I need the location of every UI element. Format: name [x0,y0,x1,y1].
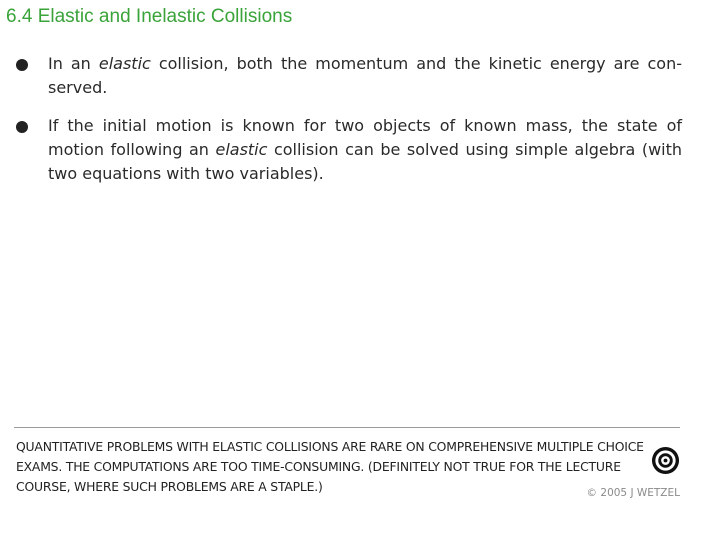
bullet-text [48,52,682,100]
copyright-text: © 2005 J WETZEL [586,487,680,499]
bullet-dot-icon [16,121,28,133]
footer-note-line: EXAMS. THE COMPUTATIONS ARE TOO TIME-CONSUMING. (DEFINITELY NOT TRUE FOR THE LECTURE [16,459,621,474]
slide-title: 6.4 Elastic and Inelastic Collisions [6,6,293,27]
footer-divider [14,427,680,428]
bullet-list [14,52,682,200]
bullet-item [14,114,682,186]
footer-note-line: QUANTITATIVE PROBLEMS WITH ELASTIC COLLISIONS ARE RARE ON COMPREHENSIVE MULTIPLE CHOICE [16,439,644,454]
bullet-dot-icon [16,59,28,71]
bullet-text [48,114,682,186]
target-icon [651,446,680,475]
bullet-text-before: If the initial motion is known for two objects of known mass, the state of motion following an [48,116,682,159]
bullet-text-emphasis: elastic [215,140,268,159]
bullet-text-after: collision, both the momentum and the kinetic energy are con-served. [48,54,682,97]
bullet-item [14,52,682,100]
bullet-text-after: collision can be solved using simple algebra (with two equations with two variables). [48,140,683,183]
bullet-text-before: In an [48,54,99,73]
bullet-text-emphasis: elastic [98,54,151,73]
footer-note-line: COURSE, WHERE SUCH PROBLEMS ARE A STAPLE.) [16,479,323,494]
